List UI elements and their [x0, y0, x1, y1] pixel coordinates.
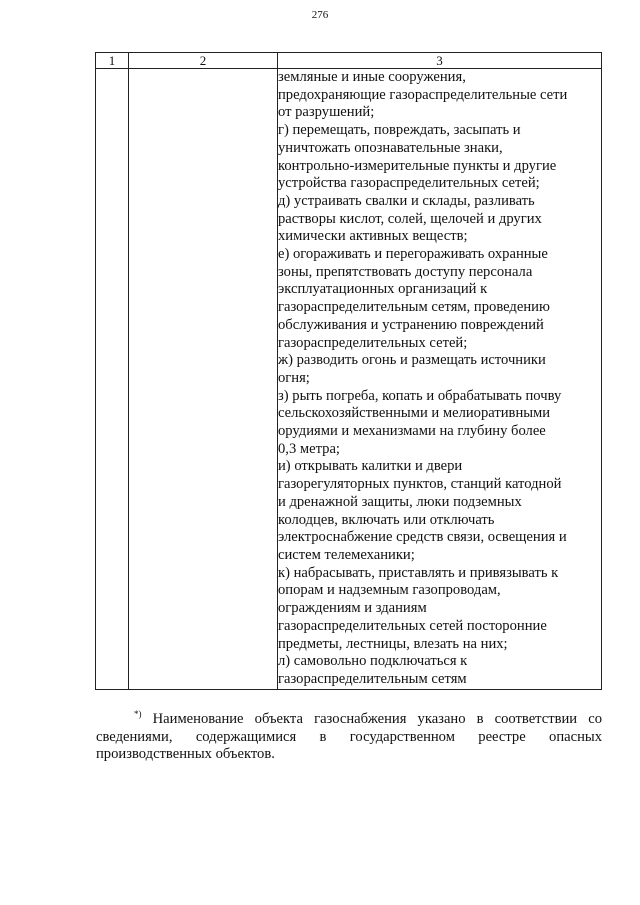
text-line: опорам и надземным газопроводам, — [278, 582, 501, 599]
text-line: к) набрасывать, приставлять и привязывать к — [278, 564, 559, 581]
footnote — [96, 706, 602, 764]
text-line: газораспределительным сетям — [278, 670, 467, 687]
text-line: огня; — [278, 369, 310, 386]
text-line: колодцев, включать или отключать — [278, 511, 495, 528]
text-line: д) устраивать свалки и склады, разливать — [278, 192, 535, 209]
text-line: зоны, препятствовать доступу персонала — [278, 263, 533, 280]
text-line: г) перемещать, повреждать, засыпать и — [278, 122, 521, 139]
text-line: предметы, лестницы, влезать на них; — [278, 635, 508, 652]
column-header-1: 1 — [96, 53, 129, 69]
text-line: обслуживания и устранению повреждений — [278, 316, 544, 333]
text-line: газорегуляторных пунктов, станций катодной — [278, 476, 562, 493]
text-line: от разрушений; — [278, 104, 375, 121]
text-line: эксплуатационных организаций к — [278, 281, 488, 298]
text-line: газораспределительных сетей; — [278, 334, 468, 351]
text-line: химически активных веществ; — [278, 228, 468, 245]
text-line: орудиями и механизмами на глубину более — [278, 423, 546, 440]
text-line: растворы кислот, солей, щелочей и других — [278, 210, 542, 227]
text-line: 0,3 метра; — [278, 440, 340, 457]
text-line: з) рыть погреба, копать и обрабатывать почву — [278, 387, 562, 404]
text-line: систем телемеханики; — [278, 546, 415, 563]
table-row — [96, 69, 602, 690]
text-line: сельскохозяйственными и мелиоративными — [278, 405, 551, 422]
text-line: ограждениям и зданиям — [278, 600, 427, 617]
text-line: предохраняющие газораспределительные сети — [278, 86, 568, 103]
table-header-row — [96, 53, 602, 69]
text-line: газораспределительных сетей посторонние — [278, 617, 547, 634]
text-line: газораспределительным сетям, проведению — [278, 299, 550, 316]
text-line: е) огораживать и перегораживать охранные — [278, 246, 548, 263]
page-number: 276 — [311, 9, 329, 21]
footnote-marker: *) — [134, 709, 142, 719]
text-line: ж) разводить огонь и размещать источники — [278, 352, 546, 369]
text-line: уничтожать опознавательные знаки, — [278, 139, 503, 156]
footnote-text: Наименование объекта газоснабжения указано в соответствии со сведениями, содержащимися в государственном реестре опасных производственных объектов. — [96, 711, 602, 762]
column-header-2: 2 — [129, 53, 278, 69]
text-line: электроснабжение средств связи, освещения и — [278, 529, 567, 546]
text-line: и дренажной защиты, люки подземных — [278, 493, 522, 510]
table-cell-col1 — [96, 69, 129, 690]
table-cell-prohibitions — [278, 69, 602, 690]
column-header-3: 3 — [278, 53, 602, 69]
text-line: и) открывать калитки и двери — [278, 458, 463, 475]
regulation-table — [95, 52, 602, 690]
text-line: контрольно-измерительные пункты и другие — [278, 157, 557, 174]
text-line: устройства газораспределительных сетей; — [278, 175, 540, 192]
text-line: л) самовольно подключаться к — [278, 653, 468, 670]
text-line: земляные и иные сооружения, — [278, 69, 466, 85]
table-cell-col2 — [129, 69, 278, 690]
